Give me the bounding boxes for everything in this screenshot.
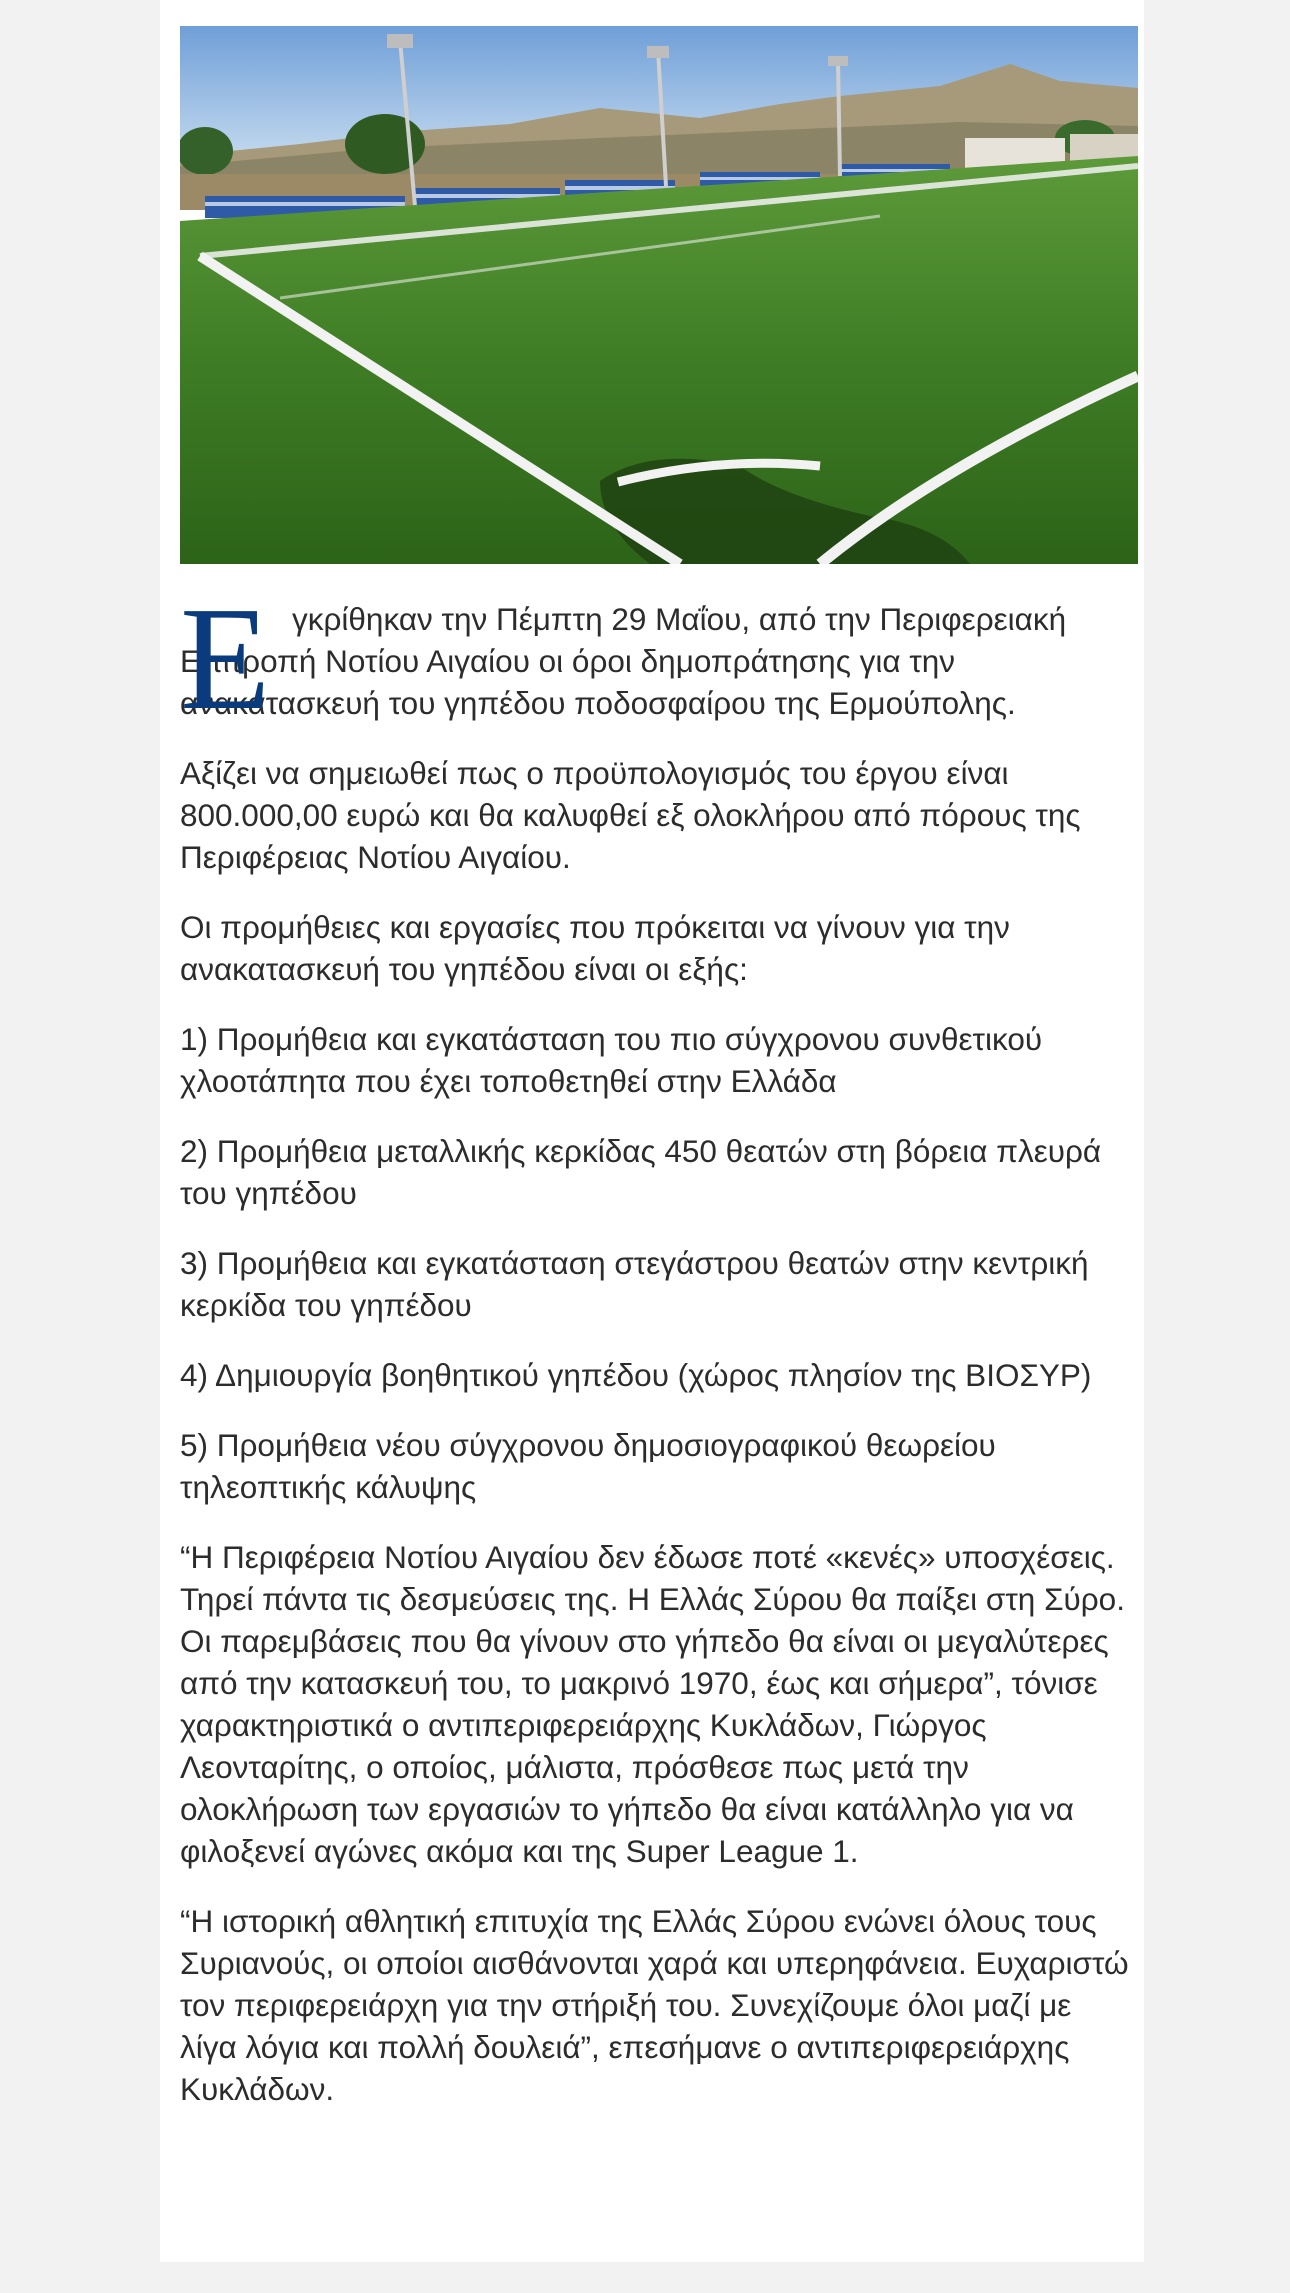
list-item-roof: 3) Προμήθεια και εγκατάσταση στεγάστρου θεατών στην κεντρική κερκίδα του γηπέδου [180, 1245, 1089, 1323]
lead-text: γκρίθηκαν την Πέμπτη 29 Μαΐου, από την Περιφερειακή Επιτροπή Νοτίου Αιγαίου οι όροι δημοπράτησης για την ανακατασκευή του γηπέδου ποδοσφαίρου της Ερμούπολης. [180, 601, 1067, 721]
paragraph-budget: Αξίζει να σημειωθεί πως ο προϋπολογισμός του έργου είναι 800.000,00 ευρώ και θα καλυφθεί εξ ολοκλήρου από πόρους της Περιφέρειας Νοτίου Αιγαίου. [180, 755, 1081, 875]
drop-cap: Ε [180, 577, 271, 741]
article-body [180, 577, 1135, 2138]
paragraph-works-intro: Οι προμήθειες και εργασίες που πρόκειται να γίνουν για την ανακατασκευή του γηπέδου είναι οι εξής: [180, 909, 1010, 987]
quote-paragraph: “Η Περιφέρεια Νοτίου Αιγαίου δεν έδωσε ποτέ «κενές» υποσχέσεις. Τηρεί πάντα τις δεσμεύσεις της. Η Ελλάς Σύρου θα παίξει στη Σύρο. Οι παρεμβάσεις που θα γίνουν στο γήπεδο θα είναι οι μεγαλύτερες από την κατασκευή του, το μακρινό 1970, έως και σήμερα”, τόνισε χαρακτηριστικά ο αντιπεριφερειάρχης Κυκλάδων, Γιώργος Λεονταρίτης, ο οποίος, μάλιστα, πρόσθεσε πως μετά την ολοκλήρωση των εργασιών το γήπεδο θα είναι κατάλληλο για να φιλοξενεί αγώνες ακόμα και της Super League 1. [180, 1539, 1125, 1869]
list-item-auxiliary-pitch: 4) Δημιουργία βοηθητικού γηπέδου (χώρος πλησίον της ΒΙΟΣΥΡ) [180, 1357, 1092, 1393]
quote-paragraph-closing: “Η ιστορική αθλητική επιτυχία της Ελλάς Σύρου ενώνει όλους τους Συριανούς, οι οποίοι αισθάνονται χαρά και υπερηφάνεια. Ευχαριστώ τον περιφερειάρχη για την στήριξή του. Συνεχίζουμε όλοι μαζί με λίγα λόγια και πολλή δουλειά”, επεσήμανε ο αντιπεριφερειάρχης Κυκλάδων. [180, 1903, 1129, 2107]
list-item-turf: 1) Προμήθεια και εγκατάσταση του πιο σύγχρονου συνθετικού χλοοτάπητα που έχει τοποθετηθεί στην Ελλάδα [180, 1021, 1043, 1099]
list-item-press-box: 5) Προμήθεια νέου σύγχρονου δημοσιογραφικού θεωρείου τηλεοπτικής κάλυψης [180, 1427, 996, 1505]
list-item-stand: 2) Προμήθεια μεταλλικής κερκίδας 450 θεατών στη βόρεια πλευρά του γηπέδου [180, 1133, 1102, 1211]
article-photo [180, 26, 1138, 564]
lead-paragraph [180, 577, 1135, 741]
